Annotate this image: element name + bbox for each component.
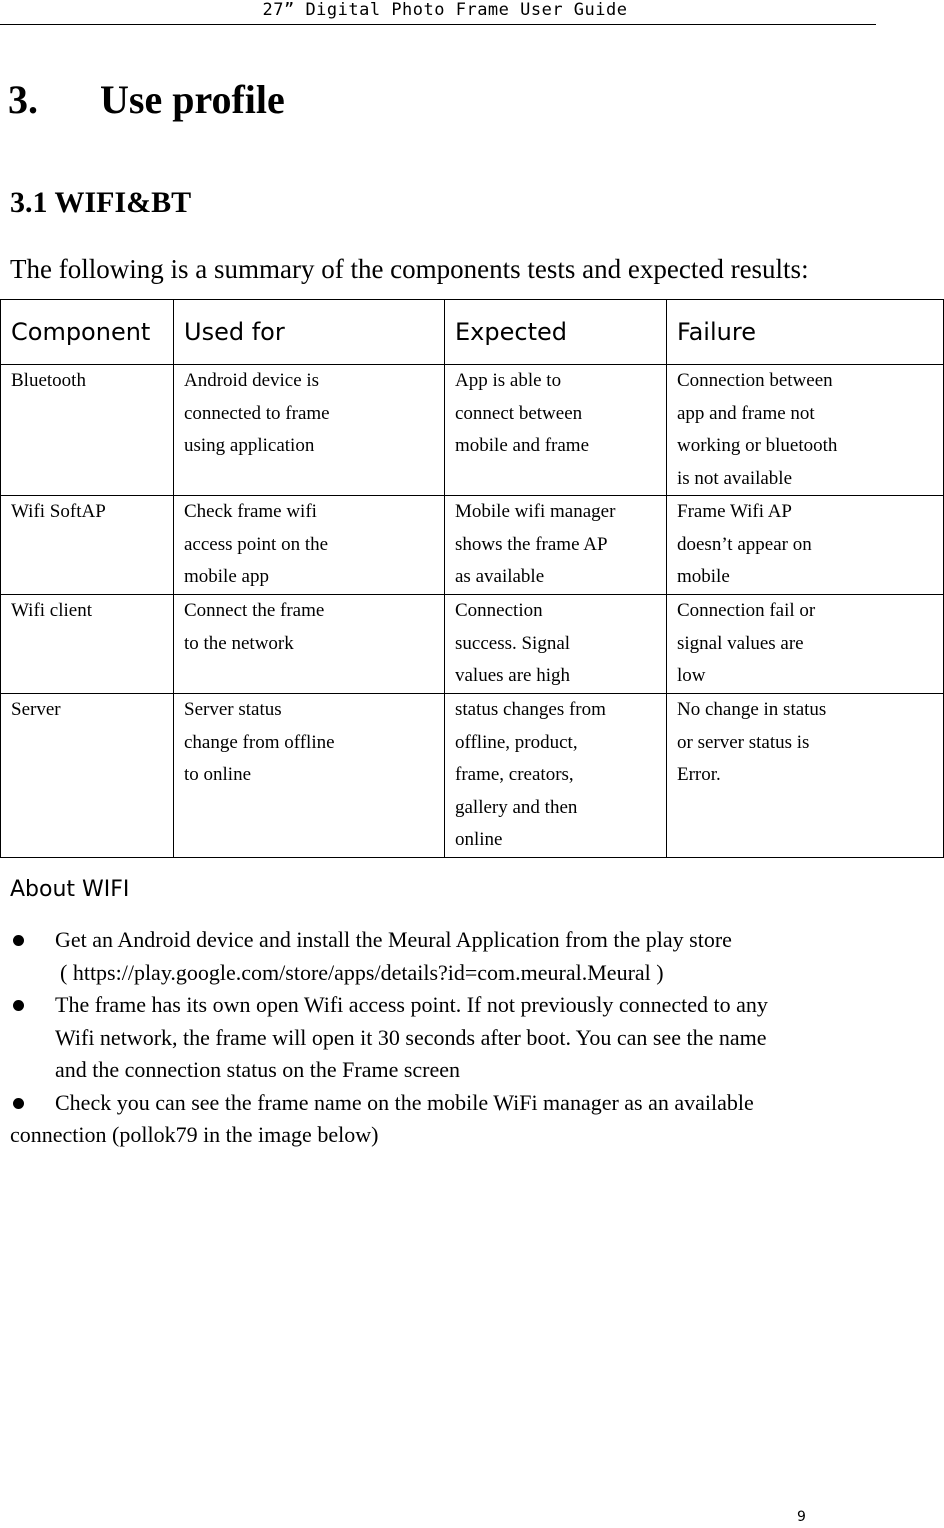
page-header-title: 27” Digital Photo Frame User Guide (262, 0, 628, 20)
table-row (1, 694, 944, 858)
failure-cell: Connection fail or signal values are low (667, 595, 944, 694)
instruction-list (10, 924, 890, 1152)
expected-cell: Connection success. Signal values are high (445, 595, 667, 694)
table-row (1, 365, 944, 496)
table-row (1, 496, 944, 595)
used-for-cell: Connect the frame to the network (174, 595, 445, 694)
page-number: 9 (797, 1509, 806, 1525)
list-item (10, 1087, 890, 1120)
header-divider (0, 24, 876, 25)
bullet-text: Check you can see the frame name on the mobile WiFi manager as an available (55, 1089, 754, 1115)
bullet-icon (13, 1000, 24, 1011)
list-item (10, 924, 890, 957)
component-cell: Wifi client (1, 595, 174, 694)
intro-paragraph: The following is a summary of the components tests and expected results: (10, 254, 809, 284)
bullet-icon (13, 1098, 24, 1109)
table-row (1, 595, 944, 694)
failure-cell: Frame Wifi AP doesn’t appear on mobile (667, 496, 944, 595)
components-test-table (0, 299, 944, 858)
column-header-component: Component (1, 300, 174, 365)
bullet-text: Wifi network, the frame will open it 30 seconds after boot. You can see the name (55, 1024, 767, 1050)
bullet-text: The frame has its own open Wifi access point. If not previously connected to any (55, 992, 768, 1017)
failure-cell: No change in status or server status is Error. (667, 694, 944, 858)
expected-cell: status changes from offline, product, frame, creators, gallery and then online (445, 694, 667, 858)
section-title: Use profile (100, 77, 285, 122)
used-for-cell: Check frame wifi access point on the mobile app (174, 496, 445, 595)
used-for-cell: Server status change from offline to online (174, 694, 445, 858)
subsection-title: 3.1 WIFI&BT (10, 186, 192, 219)
play-store-url: ( https://play.google.com/store/apps/details?id=com.meural.Meural ) (60, 959, 664, 985)
table-header-row (1, 300, 944, 365)
bullet-icon (13, 935, 24, 946)
section-number: 3. (8, 77, 38, 122)
column-header-used-for: Used for (174, 300, 445, 365)
bullet-text: and the connection status on the Frame screen (55, 1057, 461, 1082)
bullet-text: Get an Android device and install the Meural Application from the play store (55, 927, 732, 952)
expected-cell: App is able to connect between mobile and frame (445, 365, 667, 496)
about-wifi-heading: About WIFI (10, 877, 130, 902)
expected-cell: Mobile wifi manager shows the frame AP as available (445, 496, 667, 595)
component-cell: Server (1, 694, 174, 858)
list-item (10, 989, 890, 1087)
column-header-failure: Failure (667, 300, 944, 365)
failure-cell: Connection between app and frame not working or bluetooth is not available (667, 365, 944, 496)
used-for-cell: Android device is connected to frame using application (174, 365, 445, 496)
component-cell: Wifi SoftAP (1, 496, 174, 595)
bullet-text-continuation: connection (pollok79 in the image below) (10, 1122, 379, 1147)
column-header-expected: Expected (445, 300, 667, 365)
component-cell: Bluetooth (1, 365, 174, 496)
